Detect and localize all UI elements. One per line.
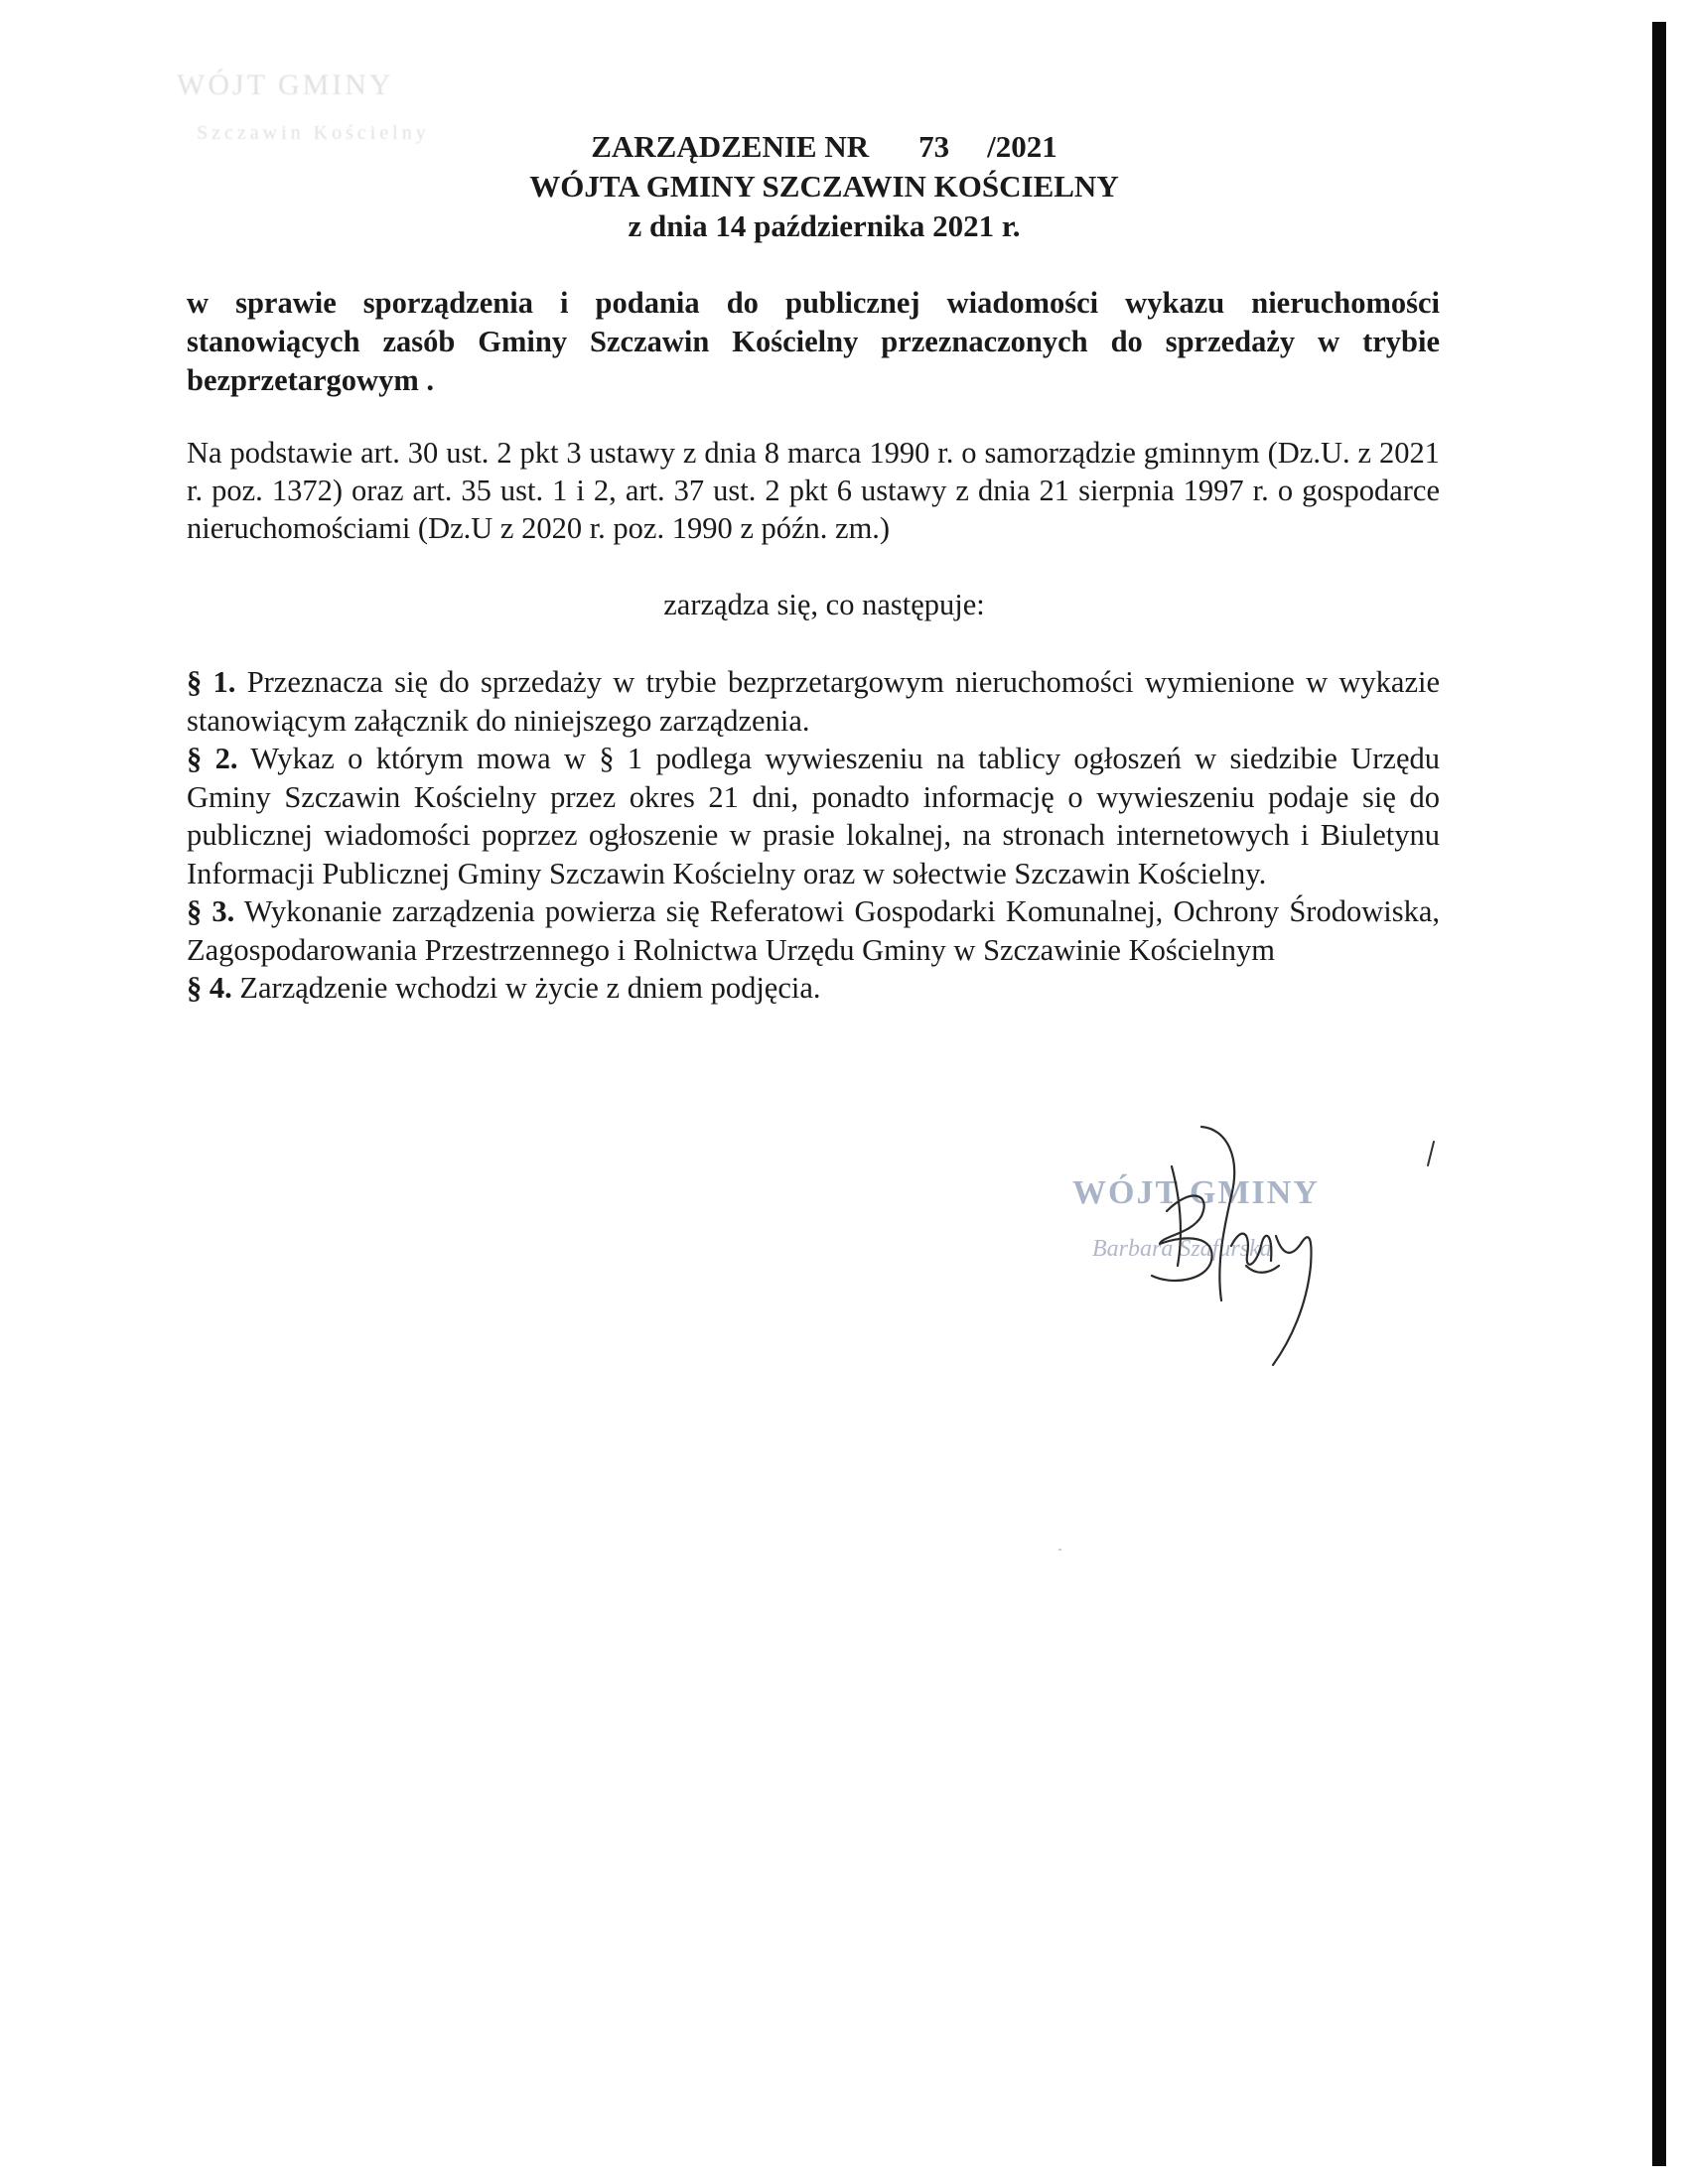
paragraph-mark: § 1. xyxy=(187,665,236,699)
scan-speck xyxy=(1058,1549,1061,1551)
paragraph-mark: § 4. xyxy=(187,971,232,1005)
scan-edge-bar xyxy=(1652,22,1666,2166)
ordinance-prefix: ZARZĄDZENIE NR xyxy=(591,129,870,164)
ordinance-date: z dnia 14 października 2021 r. xyxy=(628,208,1021,243)
handwritten-signature-icon xyxy=(1053,1117,1350,1385)
paragraph-text: Wykaz o którym mowa w § 1 podlega wywieszeniu na tablicy ogłoszeń w siedzibie Urzędu Gminy Szczawin Kościelny przez okres 21 dni, ponadto informację o wywieszeniu podaje się do publicznej wiadomości poprzez ogłoszenie w prasie lokalnej, na stronach internetowych i Biuletynu Informacji Publicznej Gminy Szczawin Kościelny oraz w sołectwie Szczawin Kościelny. xyxy=(187,742,1441,890)
ordinance-paragraphs xyxy=(187,663,1440,1008)
signature-stamp-title: WÓJT GMINY xyxy=(1072,1174,1320,1211)
paragraph-text: Zarządzenie wchodzi w życie z dniem podjęcia. xyxy=(231,971,821,1005)
decree-phrase: zarządza się, co następuje: xyxy=(663,588,985,621)
paragraph-4 xyxy=(187,969,1440,1008)
pen-mark-icon xyxy=(1420,1140,1440,1169)
ordinance-number: 73 xyxy=(918,129,950,164)
ordinance-year: /2021 xyxy=(987,129,1057,164)
signature-stamp-name: Barbara Szafurska xyxy=(1092,1236,1272,1262)
paragraph-3 xyxy=(187,892,1440,969)
faint-stamp-line-1: WÓJT GMINY xyxy=(177,68,394,101)
paragraph-1 xyxy=(187,663,1440,740)
ordinance-subject: w sprawie sporządzenia i podania do publicznej wiadomości wykazu nieruchomości stanowiących zasób Gminy Szczawin Kościelny przeznaczonych do sprzedaży w trybie bezprzetargowym . xyxy=(187,286,1440,397)
legal-basis: Na podstawie art. 30 ust. 2 pkt 3 ustawy z dnia 8 marca 1990 r. o samorządzie gminnym (Dz.U. z 2021 r. poz. 1372) oraz art. 35 ust. 1 i 2, art. 37 ust. 2 pkt 6 ustawy z dnia 21 sierpnia 1997 r. o gospodarce nieruchomościami (Dz.U z 2020 r. poz. 1990 z późn. zm.) xyxy=(187,436,1440,545)
faint-stamp-line-2: Szczawin Kościelny xyxy=(197,122,430,144)
ordinance-number-line xyxy=(397,127,1251,167)
signature-block xyxy=(1053,1117,1350,1385)
document-header xyxy=(397,127,1251,246)
paragraph-2 xyxy=(187,740,1440,892)
paragraph-mark: § 3. xyxy=(187,894,235,928)
issuing-authority: WÓJTA GMINY SZCZAWIN KOŚCIELNY xyxy=(529,169,1119,204)
paragraph-text: Przeznacza się do sprzedaży w trybie bezprzetargowym nieruchomości wymienione w wykazie stanowiącym załącznik do niniejszego zarządzenia. xyxy=(187,665,1440,738)
paragraph-text: Wykonanie zarządzenia powierza się Referatowi Gospodarki Komunalnej, Ochrony Środowiska, Zagospodarowania Przestrzennego i Rolnictwa Urzędu Gminy w Szczawinie Kościelnym xyxy=(187,894,1440,967)
paragraph-mark: § 2. xyxy=(187,742,238,775)
